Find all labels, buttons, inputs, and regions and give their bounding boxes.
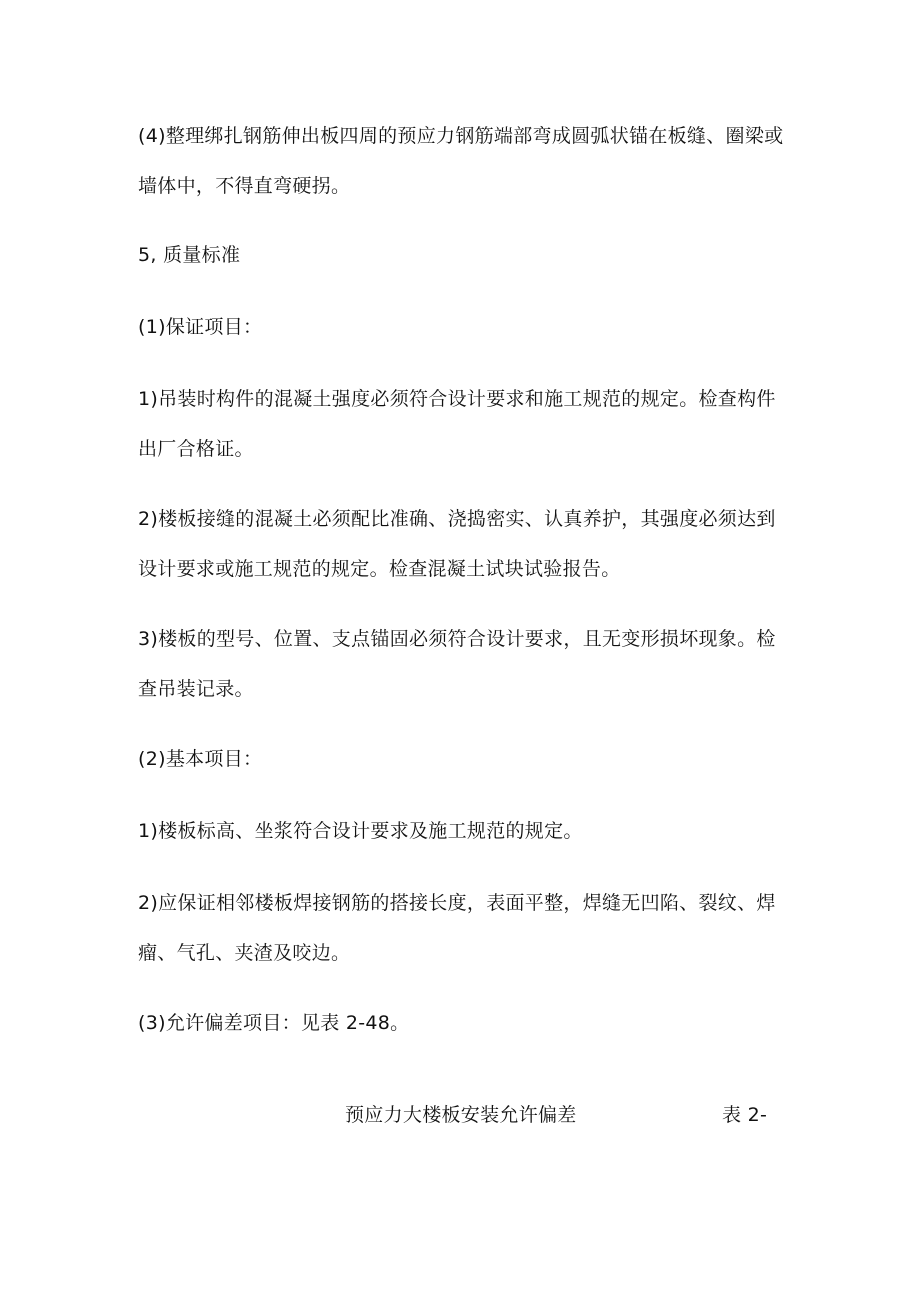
section-heading-quality-standard: 5, 质量标准 (138, 244, 241, 266)
table-caption: 预应力大楼板安装允许偏差 (345, 1104, 577, 1126)
table-number: 表 2- (722, 1104, 768, 1126)
list-item-slab-type-position: 3)楼板的型号、位置、支点锚固必须符合设计要求，且无变形损坏现象。检查吊装记录。 (138, 628, 776, 700)
subheading-allowable-deviation: (3)允许偏差项目：见表 2-48。 (138, 1012, 410, 1034)
list-item-slab-elevation: 1)楼板标高、坐浆符合设计要求及施工规范的规定。 (138, 820, 583, 842)
list-item-concrete-strength: 1)吊装时构件的混凝土强度必须符合设计要求和施工规范的规定。检查构件出厂合格证。 (138, 388, 776, 460)
subheading-guarantee-items: (1)保证项目： (138, 316, 263, 338)
list-item-weld-quality: 2)应保证相邻楼板焊接钢筋的搭接长度，表面平整，焊缝无凹陷、裂纹、焊瘤、气孔、夹渣及咬边。 (138, 892, 776, 964)
paragraph-rebar-anchoring: (4)整理绑扎钢筋伸出板四周的预应力钢筋端部弯成圆弧状锚在板缝、圈梁或墙体中，不得直弯硬拐。 (138, 125, 784, 197)
subheading-basic-items: (2)基本项目： (138, 748, 263, 770)
list-item-joint-concrete: 2)楼板接缝的混凝土必须配比准确、浇捣密实、认真养护，其强度必须达到设计要求或施工规范的规定。检查混凝土试块试验报告。 (138, 508, 776, 580)
